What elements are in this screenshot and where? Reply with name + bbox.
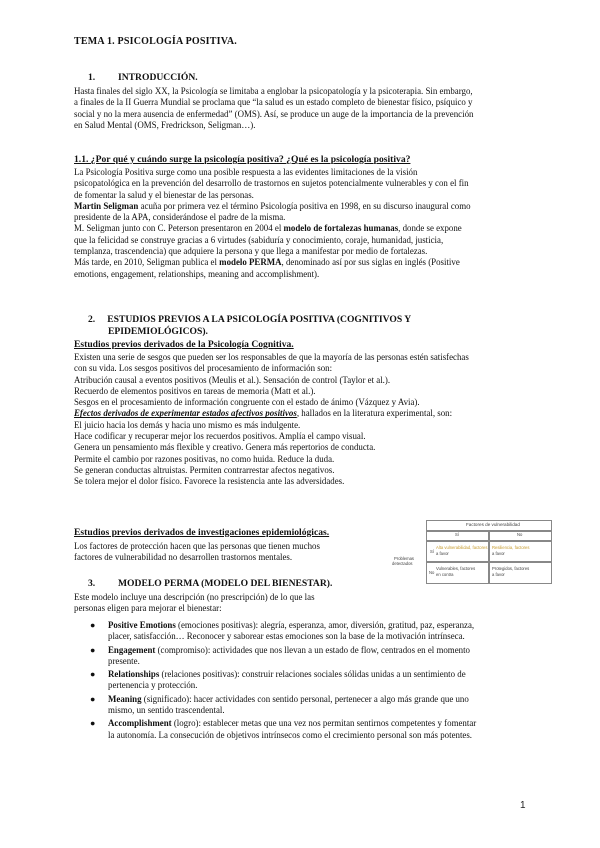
list-item: ● Accomplishment (logro): establecer metas que una vez nos permitan sentirnos competentes y fomentar la autonomía. La consecución de objetivos intrínsecos como el crecimiento personal son más potentes. [90,718,477,740]
list-item: ● Engagement (compromiso): actividades que nos llevan a un estado de flow, centrados en el momento presente. [90,644,470,666]
bullet-icon: ● [90,620,96,630]
list-item: ● Relationships (relaciones positivas): construir relaciones sociales sólidas unidas a un sentimiento de pertenencia y protección. [90,669,466,691]
section-1-heading: 1. INTRODUCCIÓN. [88,72,198,83]
epidemiological-studies-body: Los factores de protección hacen que las personas que tienen muchos factores de vulnerabilidad no desarrollen trastornos mentales. [74,541,320,563]
table-cell-2-1b: en contra [436,572,454,577]
table-row-label-1: Problemas [394,556,415,561]
section-3-intro: Este modelo incluye una descripción (no prescripción) de lo que las personas eligen para mejorar el bienestar: [74,592,315,614]
seligman-name: Martin Seligman [74,200,139,211]
effects-term: Efectos derivados de experimentar estados afectivos positivos [74,408,297,419]
bullet-icon: ● [90,669,96,680]
table-row-si: Sí [430,549,434,554]
perma-model-term: modelo PERMA [219,257,282,268]
list-item: ● Meaning (significado): hacer actividades con sentido personal, pertenecer a algo más grande que uno mismo, un sentido trascendental. [90,693,469,716]
table-cell-1-1: Alta vulnerabilidad, factores [436,545,488,550]
fortalezas-model-term: modelo de fortalezas humanas [283,223,399,234]
table-col-no: No [517,532,523,537]
table-cell-1-2: Resiliencia, factores [492,545,530,550]
section-1-body: Hasta finales del siglo XX, la Psicología se limitaba a englobar la psicopatología y la psicoterapia. Sin embargo, a finales de la II Guerra Mundial se proclama que “la salud es un estado completo de bienestar físico, psíquico y social y no la mera ausencia de enfermedad” (OMS). Así, se produce un auge de la importancia de la prevención en Salud Mental (OMS, Fredrickson, Seligman…). [74,86,474,130]
section-1-1-heading: 1.1. ¿Por qué y cuándo surge la psicología positiva? ¿Qué es la psicología positiva? [74,154,411,165]
cognitive-studies-body: Existen una serie de sesgos que pueden ser los responsables de que la mayoría de las personas estén satisfechas con su vida. Los sesgos positivos del procesamiento de información son: Atribución causal a eventos positivos (Meulis et al.). Sensación de control (Taylor et al.). Recuerdo de elementos positivos en tareas de memoria (Matt et al.). Sesgos en el procesamiento de información congruente con el estado de ánimo (Vázquez y Avia). Efectos derivados de experimentar estados afectivos positivos, hallados en la literatura experimental, son: El juicio hacia los demás y hacia uno mismo es más indulgente. Hace codificar y recuperar mejor los recuerdos positivos. Amplía el campo visual. Genera un pensamiento más flexible y creativo. Genera más repertorios de conducta. Permite el cambio por razones positivas, no como huida. Reduce la duda. Se generan conductas altruistas. Permiten contrarrestar afectos negativos. Se tolera mejor el dolor físico. Favorece la resistencia ante las adversidades. [74,352,469,487]
vulnerability-table [392,520,552,584]
table-cell-1-2b: a favor [492,551,505,556]
table-cell-2-1: Vulnerables, factores [436,566,476,571]
cognitive-studies-heading: Estudios previos derivados de la Psicología Cognitiva. [74,339,294,350]
bullet-icon: ● [90,693,96,704]
section-2-heading: 2. ESTUDIOS PREVIOS A LA PSICOLOGÍA POSITIVA (COGNITIVOS Y EPIDEMIOLÓGICOS). [88,314,412,337]
page-number: 1 [520,800,526,811]
table-row-label-2: detectados [392,561,413,566]
perma-list [90,620,526,743]
bullet-icon: ● [90,718,96,729]
table-header: Factores de vulnerabilidad [466,522,520,527]
section-3-heading: 3. MODELO PERMA (MODELO DEL BIENESTAR). [88,578,333,589]
section-1-1-body: La Psicología Positiva surge como una posible respuesta a las evidentes limitaciones de la visión psicopatológica en la prevención del desarrollo de trastornos en sujetos potencialmente vulnerables y con el fin de fomentar la salud y el bienestar de las personas. Martin Seligman acuña por primera vez el término Psicología positiva en 1998, en su discurso inaugural como presidente de la APA, considerándose el padre de la misma. M. Seligman junto con C. Peterson presentaron en 2004 el modelo de fortalezas humanas, donde se expone que la felicidad se construye gracias a 6 virtudes (sabiduría y conocimiento, coraje, humanidad, justicia, templanza, trascendencia) que adquiere la persona y que llega a manifestar por medio de fortalezas. Más tarde, en 2010, Seligman publica el modelo PERMA, denominado así por sus siglas en inglés (Positive emotions, engagement, relationships, meaning and accomplishment). [74,167,471,279]
table-col-si: Sí [455,532,459,537]
epidemiological-studies-heading: Estudios previos derivados de investigaciones epidemiológicas. [74,527,330,538]
table-cell-1-1b: a favor [436,551,449,556]
table-cell-2-2b: a favor [492,572,505,577]
page-title: TEMA 1. PSICOLOGÍA POSITIVA. [74,36,237,47]
bullet-icon: ● [90,644,96,655]
list-item: ● Positive Emotions (emociones positivas): alegría, esperanza, amor, diversión, gratitud, paz, esperanza, placer, satisfacción… Reconocer y saborear estas emociones son la base de la motivación intrínseca. [90,620,475,642]
table-cell-2-2: Protegidos, factores [492,566,530,571]
table-row-no: No [429,570,435,575]
